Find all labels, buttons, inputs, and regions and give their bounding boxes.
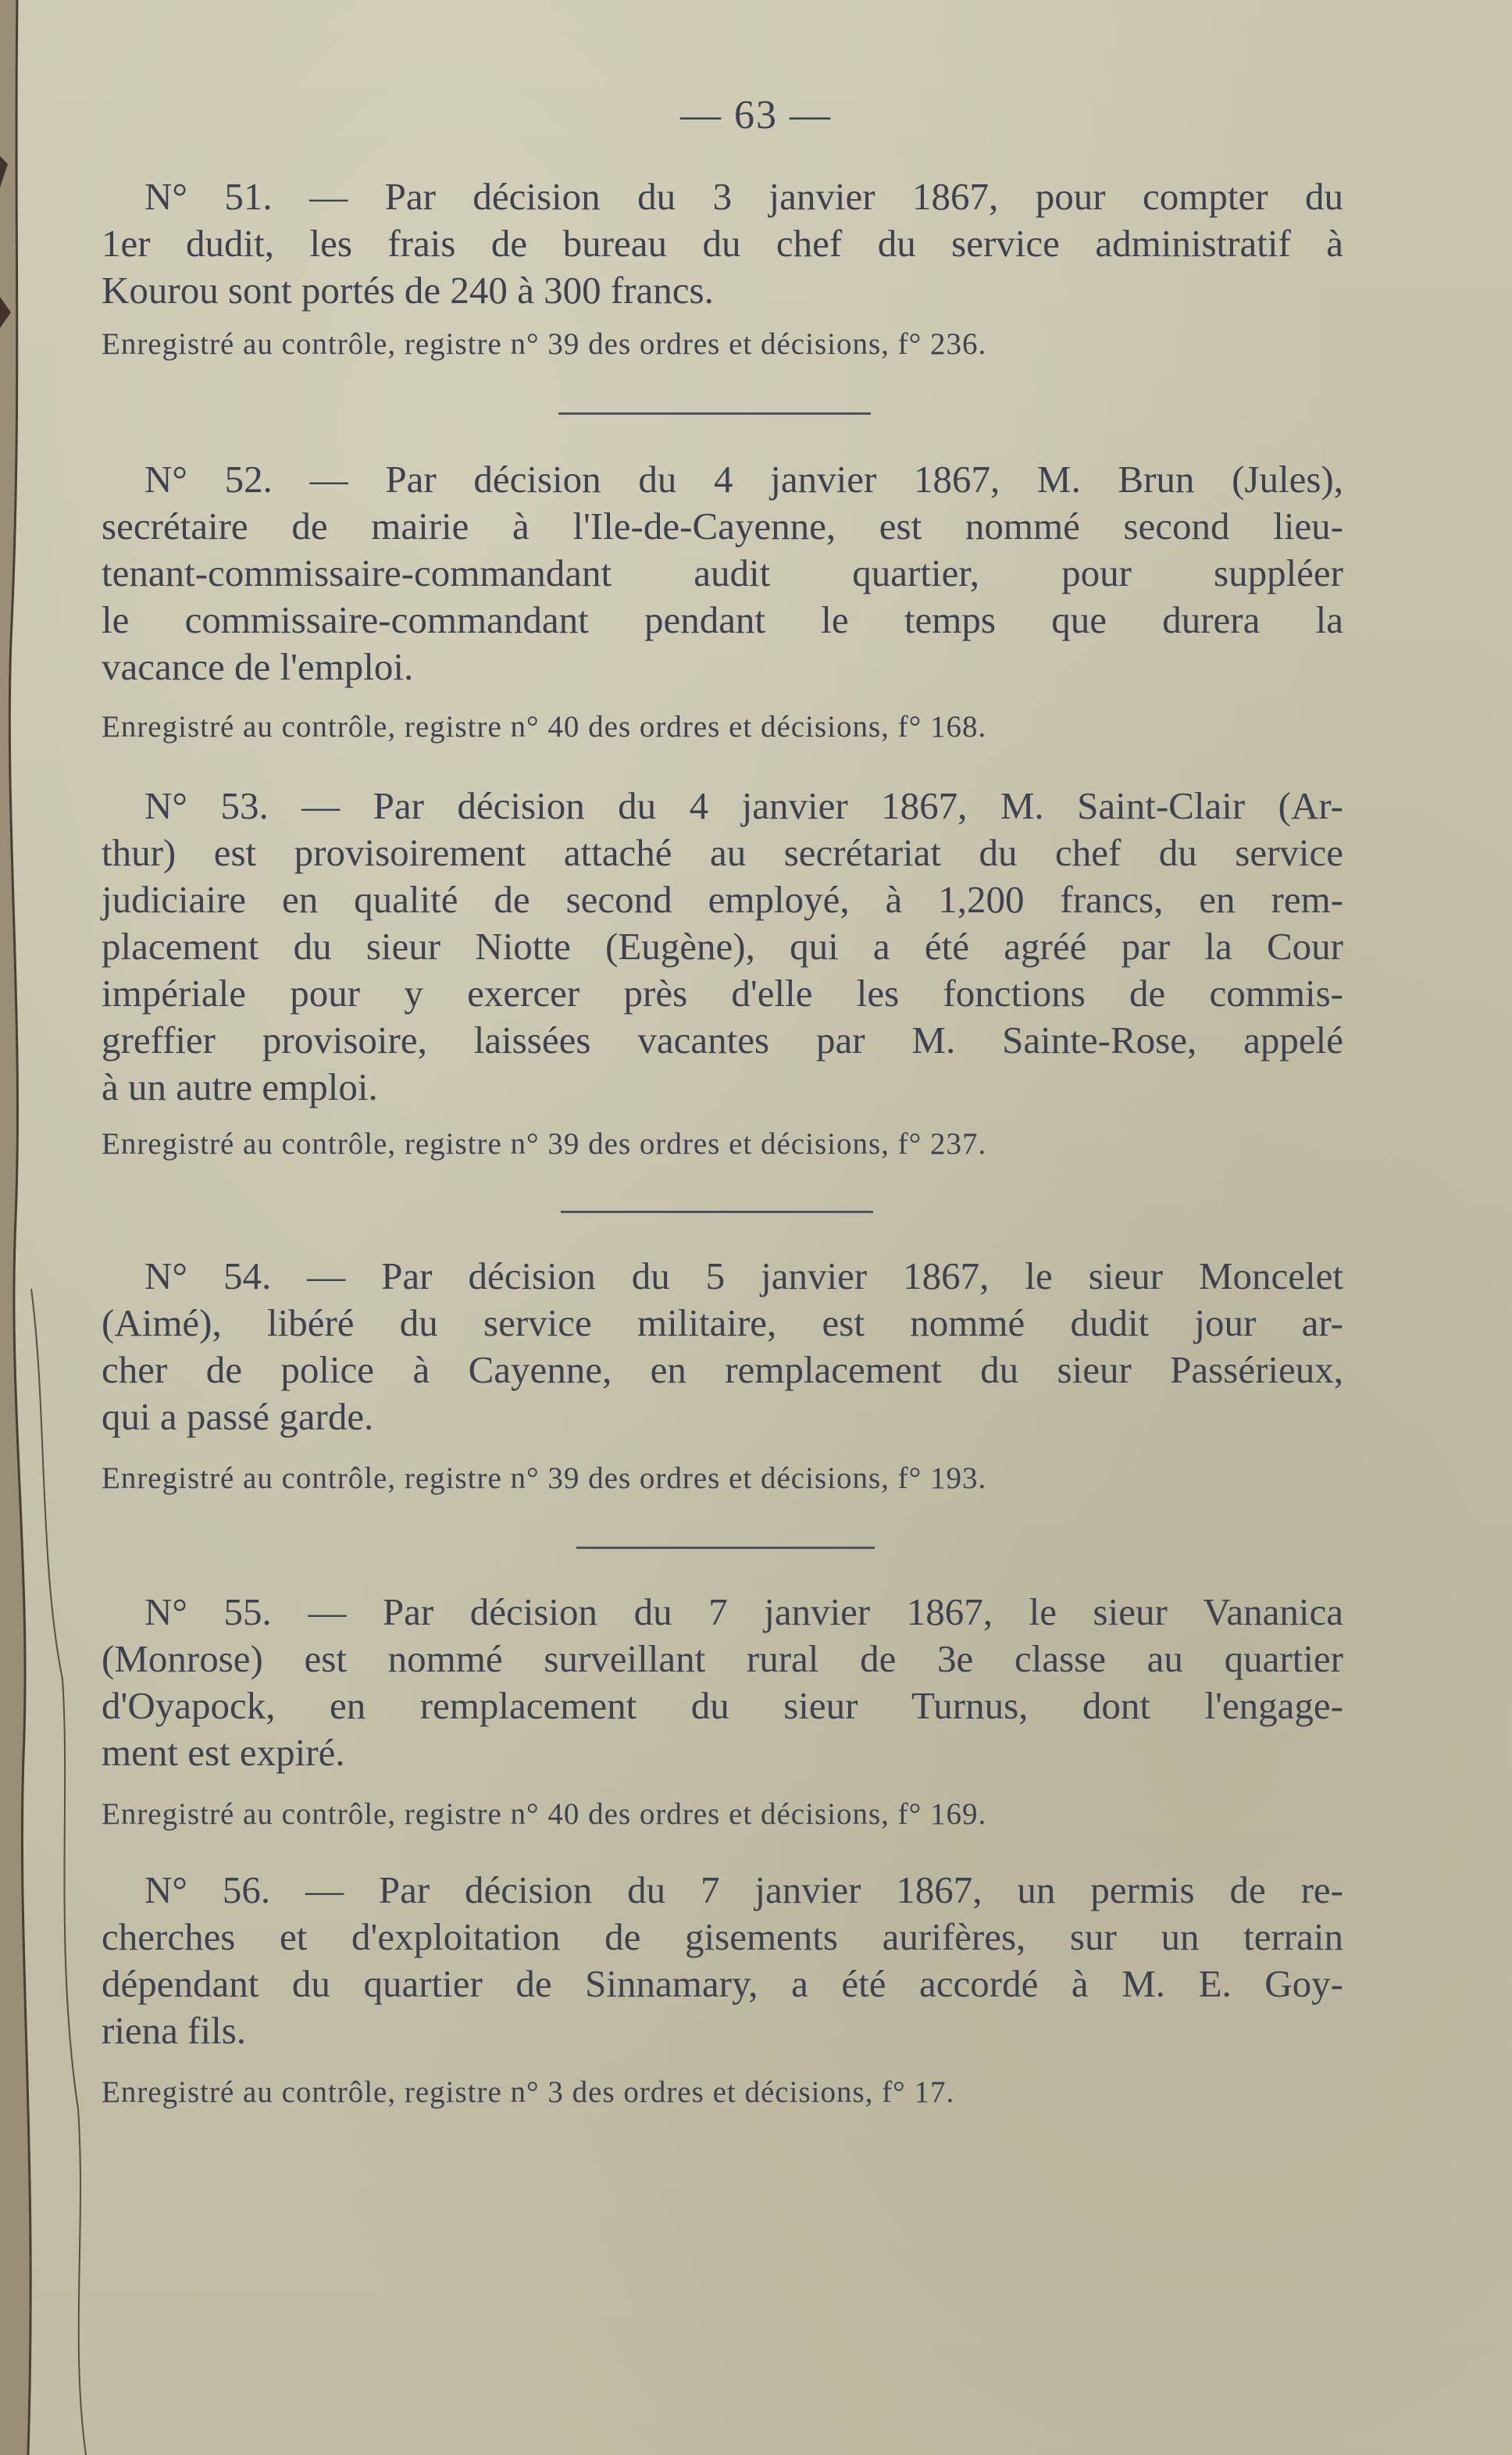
text-line: N° 53. — Par décision du 4 janvier 1867, M. Saint-Clair (Ar- (144, 784, 1343, 827)
text-line: greffier provisoire, laissées vacantes par M. Sainte-Rose, appelé (102, 1019, 1343, 1062)
text-line: tenant-commissaire-commandant audit quartier, pour suppléer (102, 551, 1343, 594)
registration-note-55: Enregistré au contrôle, registre n° 40 des ordres et décisions, f° 169. (102, 1797, 987, 1831)
decision-entry-53 (102, 783, 1343, 1111)
text-line: cherches et d'exploitation de gisements aurifères, sur un terrain (102, 1915, 1343, 1958)
text-line: thur) est provisoirement attaché au secrétariat du chef du service (102, 831, 1343, 874)
text-line: à un autre emploi. (102, 1065, 378, 1108)
text-line: cher de police à Cayenne, en remplacement du sieur Passérieux, (102, 1348, 1343, 1391)
text-line: (Aimé), libéré du service militaire, est nommé dudit jour ar- (102, 1301, 1343, 1344)
text-line: secrétaire de mairie à l'Ile-de-Cayenne, est nommé second lieu- (102, 505, 1343, 548)
text-line: 1er dudit, les frais de bureau du chef du service administratif à (102, 222, 1343, 265)
text-line: N° 56. — Par décision du 7 janvier 1867, un permis de re- (144, 1868, 1343, 1911)
text-line: impériale pour y exercer près d'elle les fonctions de commis- (102, 972, 1343, 1015)
text-line: Kourou sont portés de 240 à 300 francs. (102, 269, 714, 312)
torn-edge-left (0, 0, 94, 2455)
text-line: qui a passé garde. (102, 1395, 374, 1438)
section-divider (561, 1211, 873, 1213)
decision-entry-52 (102, 456, 1343, 690)
decision-entry-56 (102, 1867, 1343, 2054)
registration-note-51: Enregistré au contrôle, registre n° 39 des ordres et décisions, f° 236. (102, 327, 987, 361)
registration-note-54: Enregistré au contrôle, registre n° 39 des ordres et décisions, f° 193. (102, 1461, 987, 1495)
text-line: N° 51. — Par décision du 3 janvier 1867, pour compter du (144, 175, 1343, 218)
text-line: riena fils. (102, 2009, 247, 2052)
text-line: ment est expiré. (102, 1731, 345, 1774)
text-line: vacance de l'emploi. (102, 645, 414, 688)
section-divider (576, 1547, 875, 1549)
text-line: placement du sieur Niotte (Eugène), qui a été agréé par la Cour (102, 925, 1343, 968)
decision-entry-55 (102, 1589, 1343, 1776)
text-line: le commissaire-commandant pendant le temps que durera la (102, 598, 1343, 641)
text-line: N° 55. — Par décision du 7 janvier 1867, le sieur Vananica (144, 1590, 1343, 1633)
text-line: N° 54. — Par décision du 5 janvier 1867, le sieur Moncelet (144, 1254, 1343, 1297)
text-line: judiciaire en qualité de second employé, à 1,200 francs, en rem- (102, 878, 1343, 921)
decision-entry-54 (102, 1253, 1343, 1440)
registration-note-52: Enregistré au contrôle, registre n° 40 des ordres et décisions, f° 168. (102, 710, 987, 744)
text-line: N° 52. — Par décision du 4 janvier 1867, M. Brun (Jules), (144, 458, 1343, 501)
section-divider (558, 412, 871, 415)
text-line: (Monrose) est nommé surveillant rural de 3e classe au quartier (102, 1637, 1343, 1680)
text-line: d'Oyapock, en remplacement du sieur Turnus, dont l'engage- (102, 1684, 1343, 1727)
text-line: dépendant du quartier de Sinnamary, a été accordé à M. E. Goy- (102, 1962, 1343, 2005)
registration-note-53: Enregistré au contrôle, registre n° 39 des ordres et décisions, f° 237. (102, 1127, 987, 1161)
page-number: — 63 — (680, 93, 832, 137)
decision-entry-51 (102, 173, 1343, 314)
registration-note-56: Enregistré au contrôle, registre n° 3 des ordres et décisions, f° 17. (102, 2075, 955, 2109)
